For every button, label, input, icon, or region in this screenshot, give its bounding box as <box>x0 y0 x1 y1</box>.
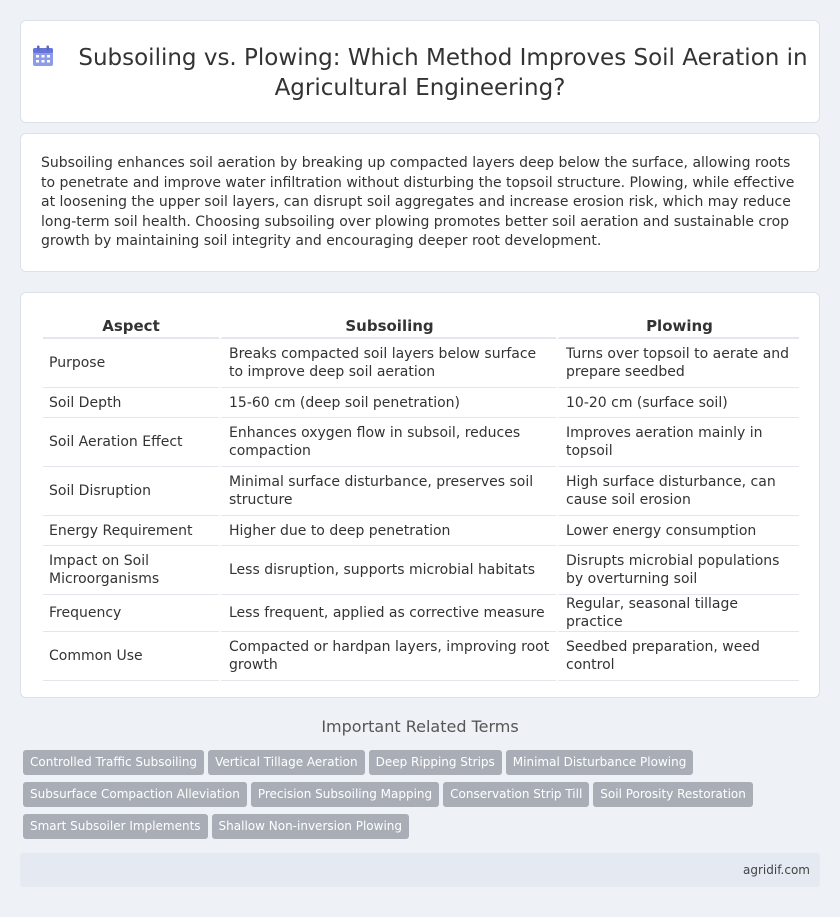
footer-site[interactable]: agridif.com <box>743 863 810 877</box>
header-aspect: Aspect <box>43 315 219 339</box>
tag-link[interactable]: Shallow Non-inversion Plowing <box>212 814 409 839</box>
cell-aspect: Soil Aeration Effect <box>43 418 219 467</box>
header-subsoiling: Subsoiling <box>219 315 556 339</box>
cell-subsoiling: Less frequent, applied as corrective measure <box>219 595 556 632</box>
header-plowing: Plowing <box>556 315 799 339</box>
cell-subsoiling: Minimal surface disturbance, preserves soil structure <box>219 467 556 516</box>
tag-link[interactable]: Conservation Strip Till <box>443 782 589 807</box>
title-line-1: Subsoiling vs. Plowing: Which Method Improves Soil Aeration in <box>78 45 808 71</box>
table-row <box>43 632 799 681</box>
calendar-icon <box>32 45 54 67</box>
cell-subsoiling: 15-60 cm (deep soil penetration) <box>219 388 556 418</box>
cell-aspect: Soil Disruption <box>43 467 219 516</box>
tag-row <box>23 782 823 814</box>
table-row <box>43 418 799 467</box>
cell-plowing: Disrupts microbial populations by overturning soil <box>556 546 799 595</box>
cell-plowing: High surface disturbance, can cause soil erosion <box>556 467 799 516</box>
table-row <box>43 595 799 632</box>
table-row <box>43 516 799 546</box>
tag-link[interactable]: Minimal Disturbance Plowing <box>506 750 694 775</box>
title-line-2: Agricultural Engineering? <box>274 75 566 101</box>
tag-row <box>23 814 823 846</box>
related-terms-title: Important Related Terms <box>321 717 519 736</box>
comparison-table <box>43 315 799 681</box>
tag-link[interactable]: Soil Porosity Restoration <box>593 782 753 807</box>
footer <box>20 853 820 887</box>
cell-aspect: Common Use <box>43 632 219 681</box>
tag-link[interactable]: Precision Subsoiling Mapping <box>251 782 439 807</box>
tag-link[interactable]: Smart Subsoiler Implements <box>23 814 208 839</box>
summary-text: Subsoiling enhances soil aeration by breaking up compacted layers deep below the surface, allowing roots to penetrate and improve water infiltration without disturbing the topsoil structure. Plowing, while effective at loosening the upper soil layers, can disrupt soil aggregates and increase erosion risk, which may reduce long-term soil health. Choosing subsoiling over plowing promotes better soil aeration and sustainable crop growth by maintaining soil integrity and encouraging deeper root development. <box>41 155 795 250</box>
cell-plowing: Regular, seasonal tillage practice <box>556 595 799 632</box>
table-row <box>43 339 799 388</box>
cell-subsoiling: Higher due to deep penetration <box>219 516 556 546</box>
summary-card <box>20 133 820 272</box>
cell-plowing: Improves aeration mainly in topsoil <box>556 418 799 467</box>
table-row <box>43 467 799 516</box>
related-terms-tags <box>23 750 823 846</box>
table-header-row <box>43 315 799 339</box>
cell-subsoiling: Enhances oxygen flow in subsoil, reduces compaction <box>219 418 556 467</box>
tag-link[interactable]: Deep Ripping Strips <box>369 750 502 775</box>
cell-aspect: Soil Depth <box>43 388 219 418</box>
tag-link[interactable]: Vertical Tillage Aeration <box>208 750 365 775</box>
tag-row <box>23 750 823 782</box>
tag-link[interactable]: Subsurface Compaction Alleviation <box>23 782 247 807</box>
cell-plowing: Lower energy consumption <box>556 516 799 546</box>
cell-subsoiling: Compacted or hardpan layers, improving root growth <box>219 632 556 681</box>
cell-plowing: Turns over topsoil to aerate and prepare seedbed <box>556 339 799 388</box>
cell-aspect: Impact on Soil Microorganisms <box>43 546 219 595</box>
cell-aspect: Energy Requirement <box>43 516 219 546</box>
cell-aspect: Purpose <box>43 339 219 388</box>
cell-plowing: Seedbed preparation, weed control <box>556 632 799 681</box>
cell-aspect: Frequency <box>43 595 219 632</box>
cell-subsoiling: Breaks compacted soil layers below surface to improve deep soil aeration <box>219 339 556 388</box>
cell-subsoiling: Less disruption, supports microbial habitats <box>219 546 556 595</box>
title-card <box>20 20 820 123</box>
cell-plowing: 10-20 cm (surface soil) <box>556 388 799 418</box>
table-row <box>43 546 799 595</box>
table-row <box>43 388 799 418</box>
comparison-card <box>20 292 820 698</box>
tag-link[interactable]: Controlled Traffic Subsoiling <box>23 750 204 775</box>
page-title <box>21 43 819 103</box>
